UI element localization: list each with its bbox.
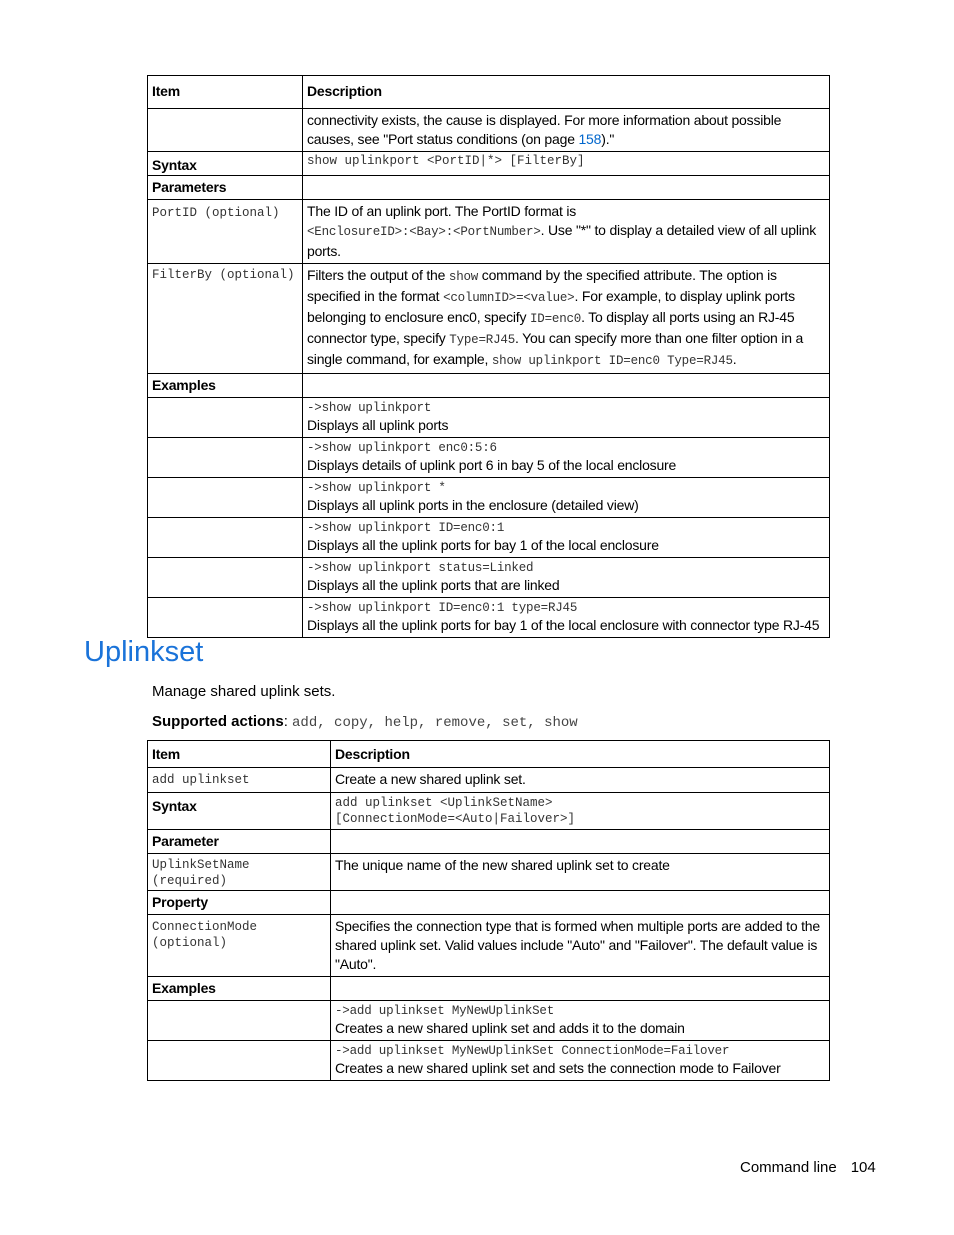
table-row — [148, 152, 830, 176]
section-heading: Uplinkset — [84, 636, 204, 668]
example-row — [148, 1041, 830, 1081]
table-row — [148, 264, 830, 374]
supported-actions-list: add, copy, help, remove, set, show — [292, 715, 578, 731]
example-command: ->show uplinkport — [307, 401, 432, 415]
table-row — [148, 793, 830, 830]
example-row — [148, 518, 830, 558]
param-filterby-description: Filters the output of the show command by the specified attribute. The option is specified in the format <columnID>=<value>. For example, to display uplink ports belonging to enclosure enc0, specify ID=enc0. To display all ports using an RJ-45 connector type, specify Type=RJ45. You can specify more than one filter option in a single command, for example, show uplinkport ID=enc0 Type=RJ45. — [303, 264, 830, 374]
table-row — [148, 374, 830, 398]
table-row — [148, 891, 830, 915]
param-uplinksetname-description: The unique name of the new shared uplink set to create — [331, 854, 830, 891]
example-command: ->show uplinkport ID=enc0:1 type=RJ45 — [307, 601, 578, 615]
example-row — [148, 598, 830, 638]
example-row — [148, 398, 830, 438]
page-link[interactable]: 158 — [578, 131, 602, 147]
example-description: Creates a new shared uplink set and adds it to the domain — [335, 1020, 685, 1036]
example-command: ->show uplinkport enc0:5:6 — [307, 441, 497, 455]
param-uplinksetname: UplinkSetName (required) — [148, 854, 331, 891]
example-description: Displays all the uplink ports for bay 1 of the local enclosure — [307, 537, 659, 553]
table-header-row — [148, 741, 830, 768]
column-header-item: Item — [148, 76, 303, 109]
table-row — [148, 768, 830, 793]
example-description: Displays all the uplink ports for bay 1 of the local enclosure with connector type RJ-45 — [307, 617, 820, 633]
table-row — [148, 977, 830, 1001]
example-description: Displays details of uplink port 6 in bay 5 of the local enclosure — [307, 457, 677, 473]
section-intro: Manage shared uplink sets. — [152, 683, 336, 700]
param-filterby: FilterBy (optional) — [148, 264, 303, 374]
example-row — [148, 478, 830, 518]
table-row — [148, 200, 830, 264]
parameter-label: Parameter — [148, 830, 331, 854]
column-header-description: Description — [303, 76, 830, 109]
syntax-value: add uplinkset <UplinkSetName> [ConnectionMode=<Auto|Failover>] — [331, 793, 830, 830]
examples-label: Examples — [148, 374, 303, 398]
example-description: Displays all uplink ports — [307, 417, 449, 433]
supported-actions: Supported actions: add, copy, help, remove, set, show — [152, 713, 578, 731]
example-command: ->add uplinkset MyNewUplinkSet ConnectionMode=Failover — [335, 1044, 730, 1058]
table-row — [148, 176, 830, 200]
page-number: 104 — [850, 1159, 876, 1176]
supported-actions-label: Supported actions — [152, 713, 284, 730]
parameters-label: Parameters — [148, 176, 303, 200]
table-header-row — [148, 76, 830, 109]
example-command: ->show uplinkport ID=enc0:1 — [307, 521, 505, 535]
examples-label: Examples — [148, 977, 331, 1001]
table-row — [148, 915, 830, 977]
table-row — [148, 830, 830, 854]
table-row — [148, 854, 830, 891]
example-row — [148, 558, 830, 598]
continued-description: connectivity exists, the cause is displayed. For more information about possible causes, see "Port status conditions (on page 158)." — [303, 109, 830, 152]
example-description: Creates a new shared uplink set and sets the connection mode to Failover — [335, 1060, 781, 1076]
column-header-description: Description — [331, 741, 830, 768]
param-portid-description: The ID of an uplink port. The PortID format is <EnclosureID>:<Bay>:<PortNumber>. Use "*" to display a detailed view of all uplink ports. — [303, 200, 830, 264]
action-add-description: Create a new shared uplink set. — [331, 768, 830, 793]
param-portid: PortID (optional) — [148, 200, 303, 264]
syntax-value: show uplinkport <PortID|*> [FilterBy] — [303, 152, 830, 176]
page-footer — [740, 1159, 876, 1176]
example-command: ->show uplinkport status=Linked — [307, 561, 534, 575]
prop-connectionmode-description: Specifies the connection type that is formed when multiple ports are added to the shared uplink set. Valid values include "Auto" and "Failover". The default value is "Auto". — [331, 915, 830, 977]
uplinkset-table — [147, 740, 830, 1081]
footer-section: Command line — [740, 1159, 837, 1176]
example-description: Displays all the uplink ports that are linked — [307, 577, 560, 593]
syntax-label: Syntax — [148, 152, 303, 176]
property-label: Property — [148, 891, 331, 915]
example-row — [148, 1001, 830, 1041]
table-row — [148, 109, 830, 152]
example-row — [148, 438, 830, 478]
action-add: add uplinkset — [148, 768, 331, 793]
example-description: Displays all uplink ports in the enclosure (detailed view) — [307, 497, 639, 513]
example-command: ->show uplinkport * — [307, 481, 446, 495]
example-command: ->add uplinkset MyNewUplinkSet — [335, 1004, 555, 1018]
uplinkport-table — [147, 75, 830, 638]
syntax-label: Syntax — [148, 793, 331, 830]
prop-connectionmode: ConnectionMode (optional) — [148, 915, 331, 977]
column-header-item: Item — [148, 741, 331, 768]
